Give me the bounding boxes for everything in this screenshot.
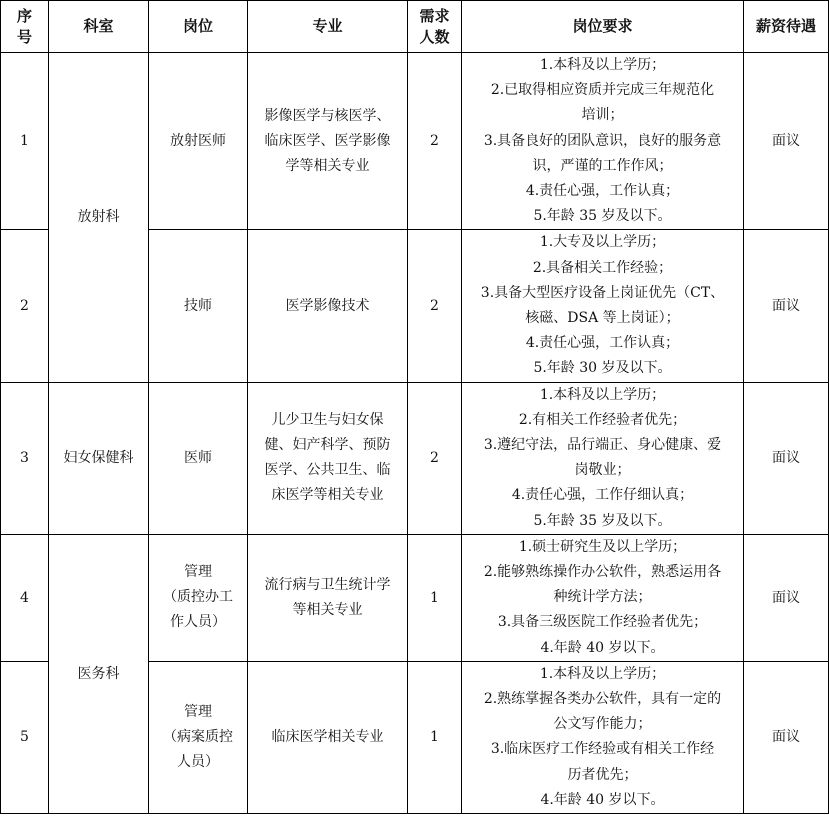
position-line: （病案质控 [163,728,233,745]
requirement-line: 3.遵纪守法，品行端正、身心健康、爱 [483,437,722,454]
major-line: 学等相关专业 [285,157,370,174]
requirement-line: 2.具备相关工作经验； [532,259,673,276]
major-line: 等相关专业 [292,601,363,618]
count-cell: 2 [408,230,462,382]
header-seq [1,1,49,53]
table-row [1,382,829,534]
header-requirements: 岗位要求 [462,1,744,53]
position-cell [149,53,248,230]
requirement-line: 种统计学方法； [553,589,652,606]
position-line: （质控办工 [163,589,233,606]
position-line: 医师 [184,449,212,466]
dept-cell: 放射科 [49,53,149,383]
position-cell [149,382,248,534]
header-seq-line: 号 [16,27,32,46]
table-row [1,53,829,230]
count-cell: 2 [408,382,462,534]
count-cell: 1 [408,661,462,813]
requirement-line: 历者优先； [567,766,638,783]
position-line: 作人员） [170,614,226,631]
position-cell [149,230,248,382]
requirement-line: 核磁、DSA 等上岗证）； [525,310,680,327]
requirements-cell [462,382,744,534]
requirement-line: 培训； [581,107,624,124]
salary-cell: 面议 [744,534,829,661]
requirements-cell [462,53,744,230]
major-line: 医学影像技术 [285,297,370,314]
major-cell [248,661,408,813]
major-cell [248,534,408,661]
requirements-cell [462,534,744,661]
requirement-line: 1.本科及以上学历； [539,57,666,73]
major-line: 儿少卫生与妇女保 [271,412,384,429]
requirement-line: 3.具备大型医疗设备上岗证优先（CT、 [480,284,725,301]
requirements-cell [462,661,744,813]
header-count [408,1,462,53]
seq-cell: 1 [1,53,49,230]
position-cell [149,661,248,813]
position-line: 人员） [177,753,219,770]
major-line: 健、妇产科学、预防 [264,437,391,454]
header-salary: 薪资待遇 [744,1,829,53]
requirement-line: 1.本科及以上学历； [539,386,666,403]
major-line: 临床医学相关专业 [271,728,384,745]
header-count-line: 人数 [419,27,450,46]
position-line: 管理 [184,703,212,720]
requirement-line: 2.熟练掌握各类办公软件，具有一定的 [483,691,722,708]
requirement-line: 4.年龄 40 岁以下。 [540,791,665,808]
salary-cell: 面议 [744,230,829,382]
dept-cell: 妇女保健科 [49,382,149,534]
position-line: 管理 [184,564,212,581]
major-line: 临床医学、医学影像 [264,132,391,149]
position-line: 放射医师 [170,132,226,149]
requirement-line: 公文写作能力； [553,716,652,733]
major-cell [248,230,408,382]
requirement-line: 3.临床医疗工作经验或有相关工作经 [490,741,715,758]
header-major: 专业 [248,1,408,53]
count-cell: 1 [408,534,462,661]
major-cell [248,382,408,534]
dept-cell: 医务科 [49,534,149,813]
requirement-line: 5.年龄 30 岁及以下。 [533,360,672,377]
salary-cell: 面议 [744,382,829,534]
requirement-line: 5.年龄 35 岁及以下。 [533,208,672,225]
major-line: 流行病与卫生统计学 [264,576,391,593]
major-line: 医学、公共卫生、临 [264,462,391,479]
requirement-line: 1.硕士研究生及以上学历； [518,538,687,555]
requirement-line: 4.责任心强，工作认真； [525,183,680,200]
major-line: 床医学等相关专业 [271,487,384,504]
requirement-line: 岗敬业； [574,462,631,479]
requirement-line: 2.有相关工作经验者优先； [518,411,687,428]
major-line: 影像医学与核医学、 [264,107,391,124]
seq-cell: 3 [1,382,49,534]
table-row [1,534,829,661]
requirement-line: 1.大专及以上学历； [539,234,666,251]
requirement-line: 识，严谨的工作作风； [532,157,673,174]
seq-cell: 4 [1,534,49,661]
header-count-line: 需求 [419,6,450,25]
requirement-line: 2.能够熟练操作办公软件，熟悉运用各 [483,564,722,581]
requirement-line: 4.责任心强，工作认真； [525,335,680,352]
header-row [1,1,829,53]
requirement-line: 4.年龄 40 岁以下。 [540,639,665,656]
header-seq-line: 序 [16,6,32,25]
requirement-line: 3.具备良好的团队意识，良好的服务意 [483,132,722,149]
position-cell [149,534,248,661]
header-position: 岗位 [149,1,248,53]
header-dept: 科室 [49,1,149,53]
requirement-line: 1.本科及以上学历； [539,665,666,682]
count-cell: 2 [408,53,462,230]
requirement-line: 2.已取得相应资质并完成三年规范化 [490,82,715,99]
requirement-line: 4.责任心强，工作仔细认真； [511,487,694,504]
position-line: 技师 [184,297,212,314]
seq-cell: 5 [1,661,49,813]
salary-cell: 面议 [744,661,829,813]
salary-cell: 面议 [744,53,829,230]
requirement-line: 5.年龄 35 岁及以下。 [533,512,672,529]
requirement-line: 3.具备三级医院工作经验者优先； [497,614,708,631]
seq-cell: 2 [1,230,49,382]
requirements-cell [462,230,744,382]
major-cell [248,53,408,230]
